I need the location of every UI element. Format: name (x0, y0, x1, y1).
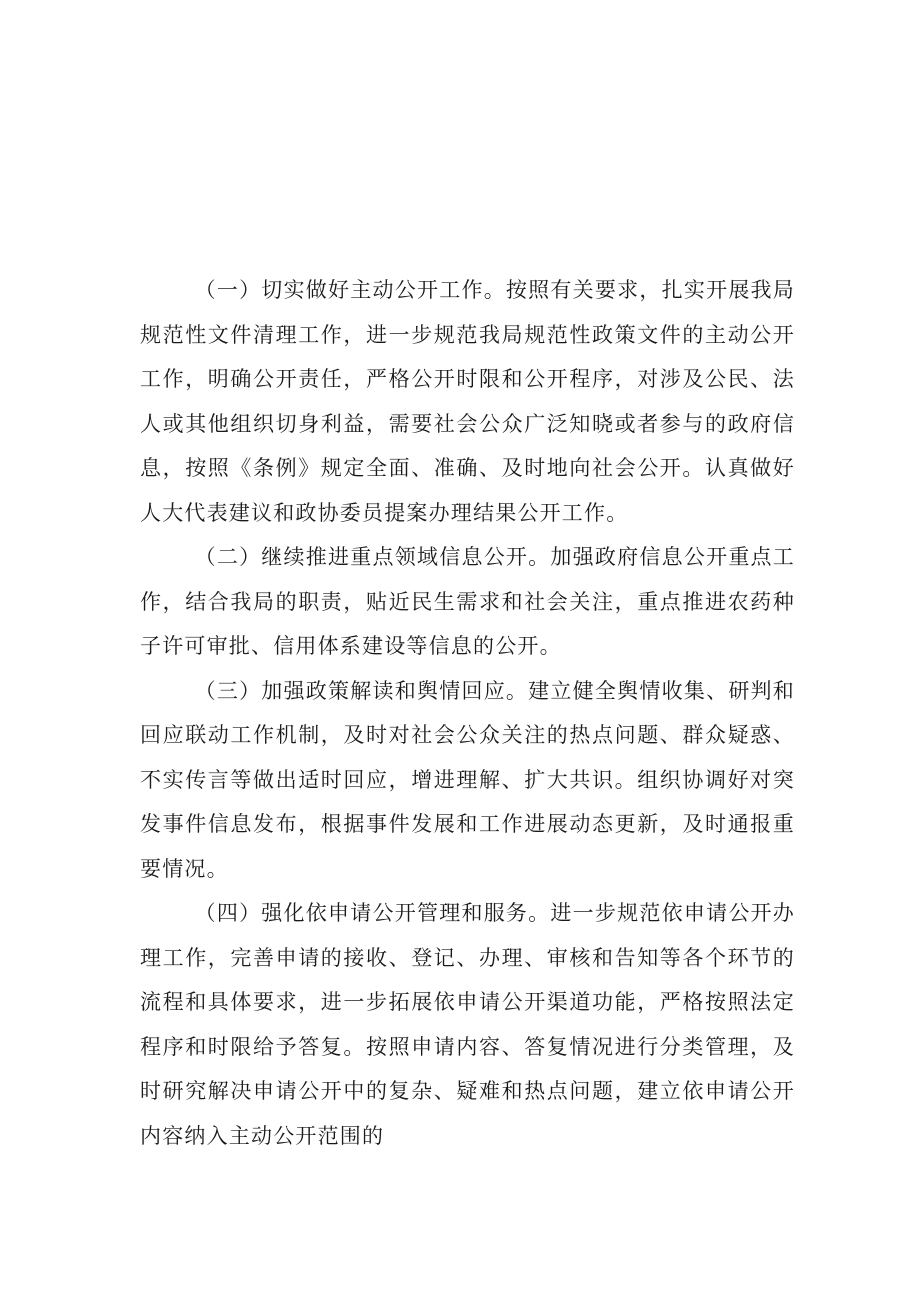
paragraph-policy-interpretation: （三）加强政策解读和舆情回应。建立健全舆情收集、研判和回应联动工作机制，及时对社会公众关注的热点问题、群众疑惑、不实传言等做出适时回应，增进理解、扩大共识。组织协调好对突发事件信息发布，根据事件发展和工作进展动态更新，及时通报重要情况。 (140, 678, 795, 881)
paragraph-active-disclosure: （一）切实做好主动公开工作。按照有关要求，扎实开展我局规范性文件清理工作，进一步规范我局规范性政策文件的主动公开工作，明确公开责任，严格公开时限和公开程序，对涉及公民、法人或其他组织切身利益，需要社会公众广泛知晓或者参与的政府信息，按照《条例》规定全面、准确、及时地向社会公开。认真做好人大代表建议和政协委员提案办理结果公开工作。 (140, 278, 795, 525)
paragraph-key-areas: （二）继续推进重点领域信息公开。加强政府信息公开重点工作，结合我局的职责，贴近民生需求和社会关注，重点推进农药种子许可审批、信用体系建设等信息的公开。 (140, 545, 795, 658)
paragraph-application-disclosure: （四）强化依申请公开管理和服务。进一步规范依申请公开办理工作，完善申请的接收、登记、办理、审核和告知等各个环节的流程和具体要求，进一步拓展依申请公开渠道功能，严格按照法定程序和时限给予答复。按照申请内容、答复情况进行分类管理，及时研究解决申请公开中的复杂、疑难和热点问题，建立依申请公开内容纳入主动公开范围的 (140, 901, 795, 1148)
document-body (140, 268, 795, 1158)
